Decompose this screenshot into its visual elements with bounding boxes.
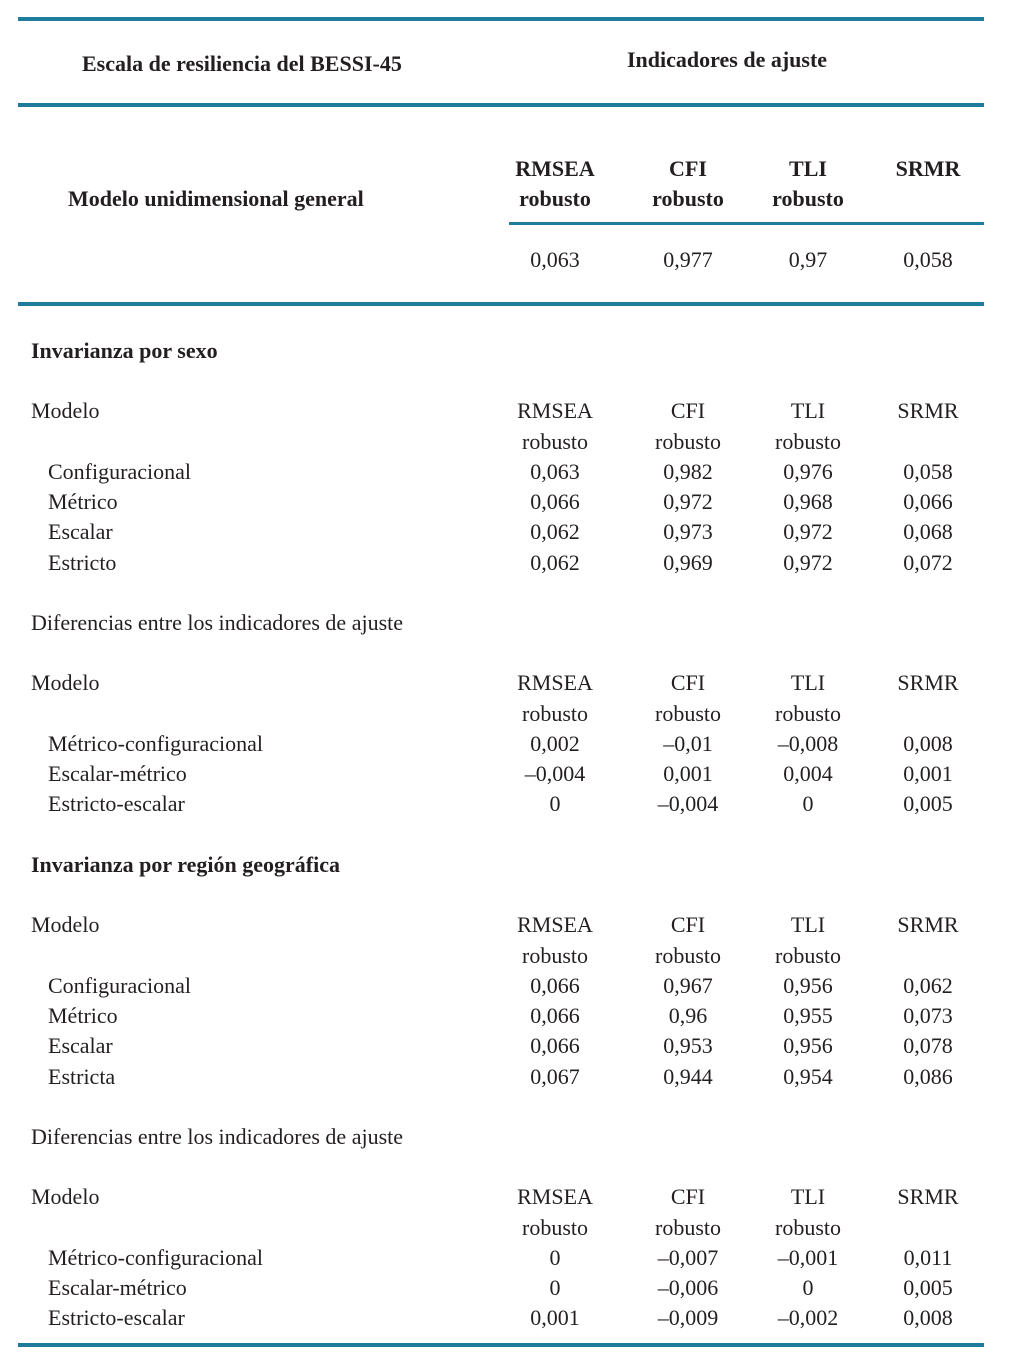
cell-srmr: 0,058 (903, 459, 953, 484)
cell-cfi: –0,004 (657, 791, 719, 816)
cell-cfi: 0,967 (663, 973, 713, 998)
cell-cfi: 0,96 (668, 1003, 708, 1028)
column-header-cfi: CFI (670, 1184, 706, 1209)
cell-rmsea: 0,066 (530, 489, 580, 514)
cell-tli: –0,001 (777, 1245, 839, 1270)
cell-srmr: 0,086 (903, 1064, 953, 1089)
row-label: Configuracional (48, 459, 191, 484)
cell-srmr: 0,011 (903, 1245, 953, 1270)
section-title: Invarianza por región geográfica (31, 852, 340, 877)
general-col-cfi-line2: robusto (652, 186, 724, 211)
indicators-title: Indicadores de ajuste (627, 47, 828, 72)
cell-cfi: –0,01 (663, 731, 713, 756)
cell-rmsea: 0,062 (530, 550, 580, 575)
general-col-srmr-line1: SRMR (895, 156, 961, 181)
column-header-tli: TLI (790, 670, 826, 695)
row-label: Métrico-configuracional (48, 731, 264, 756)
cell-tli: –0,002 (777, 1305, 839, 1330)
cell-srmr: 0,008 (903, 1305, 953, 1330)
model-column-label: Modelo (31, 912, 100, 937)
column-header-tli: TLI (790, 912, 826, 937)
column-header-rmsea: RMSEA (517, 398, 593, 423)
model-column-label: Modelo (31, 1184, 100, 1209)
column-header-tli-sub: robusto (775, 429, 841, 454)
column-header-tli-sub: robusto (775, 1215, 841, 1240)
column-header-srmr: SRMR (897, 912, 959, 937)
cell-cfi: –0,006 (657, 1275, 719, 1300)
column-header-srmr: SRMR (897, 1184, 959, 1209)
cell-cfi: 0,001 (663, 761, 713, 786)
column-header-cfi: CFI (670, 670, 706, 695)
column-header-cfi-sub: robusto (655, 943, 721, 968)
cell-cfi: 0,982 (663, 459, 713, 484)
cell-rmsea: 0,002 (530, 731, 580, 756)
cell-cfi: –0,007 (657, 1245, 719, 1270)
column-header-cfi-sub: robusto (655, 1215, 721, 1240)
column-header-tli: TLI (790, 1184, 826, 1209)
cell-rmsea: 0 (549, 1245, 561, 1270)
table-caption: Diferencias entre los indicadores de ajuste (31, 1124, 404, 1149)
cell-rmsea: –0,004 (524, 761, 586, 786)
cell-tli: 0,954 (783, 1064, 833, 1089)
column-header-tli-sub: robusto (775, 701, 841, 726)
cell-cfi: 0,953 (663, 1033, 713, 1058)
cell-tli: 0,956 (783, 973, 833, 998)
column-header-srmr: SRMR (897, 398, 959, 423)
cell-srmr: 0,066 (903, 489, 953, 514)
cell-srmr: 0,008 (903, 731, 953, 756)
row-label: Escalar (48, 1033, 113, 1058)
scale-title: Escala de resiliencia del BESSI-45 (82, 51, 402, 76)
column-header-rmsea: RMSEA (517, 912, 593, 937)
column-header-cfi-sub: robusto (655, 701, 721, 726)
row-label: Métrico (48, 489, 118, 514)
row-label: Escalar-métrico (48, 1275, 187, 1300)
cell-rmsea: 0,066 (530, 973, 580, 998)
column-header-cfi: CFI (670, 912, 706, 937)
header-rule (18, 103, 984, 107)
column-header-cfi-sub: robusto (655, 429, 721, 454)
cell-cfi: 0,969 (663, 550, 713, 575)
column-header-rmsea: RMSEA (517, 670, 593, 695)
column-header-rmsea-sub: robusto (522, 1215, 588, 1240)
general-col-cfi-line1: CFI (669, 156, 707, 181)
row-label: Métrico (48, 1003, 118, 1028)
bottom-rule (18, 1343, 984, 1347)
cell-cfi: 0,972 (663, 489, 713, 514)
cell-tli: 0,972 (783, 550, 833, 575)
row-label: Estricto-escalar (48, 1305, 185, 1330)
cell-tli: 0,968 (783, 489, 833, 514)
row-label: Estricta (48, 1064, 116, 1089)
cell-srmr: 0,072 (903, 550, 953, 575)
row-label: Configuracional (48, 973, 191, 998)
cell-srmr: 0,078 (903, 1033, 953, 1058)
cell-tli: 0,004 (783, 761, 833, 786)
column-header-rmsea: RMSEA (517, 1184, 593, 1209)
column-header-srmr: SRMR (897, 670, 959, 695)
general-model-label: Modelo unidimensional general (68, 186, 364, 211)
cell-cfi: 0,973 (663, 519, 713, 544)
column-header-rmsea-sub: robusto (522, 429, 588, 454)
cell-rmsea: 0,063 (530, 459, 580, 484)
column-header-rmsea-sub: robusto (522, 943, 588, 968)
cell-srmr: 0,001 (903, 761, 953, 786)
cell-tli: 0,955 (783, 1003, 833, 1028)
cell-srmr: 0,005 (903, 1275, 953, 1300)
cell-tli: 0,976 (783, 459, 833, 484)
cell-rmsea: 0,001 (530, 1305, 580, 1330)
cell-cfi: –0,009 (657, 1305, 719, 1330)
section-title: Invarianza por sexo (31, 338, 218, 363)
column-header-tli-sub: robusto (775, 943, 841, 968)
cell-rmsea: 0 (549, 791, 561, 816)
general-value-srmr: 0,058 (903, 247, 953, 272)
cell-rmsea: 0 (549, 1275, 561, 1300)
row-label: Métrico-configuracional (48, 1245, 264, 1270)
cell-cfi: 0,944 (663, 1064, 713, 1089)
column-header-cfi: CFI (670, 398, 706, 423)
table-caption: Diferencias entre los indicadores de ajuste (31, 610, 404, 635)
general-bottom-rule (18, 302, 984, 306)
cell-tli: –0,008 (777, 731, 839, 756)
cell-srmr: 0,068 (903, 519, 953, 544)
cell-rmsea: 0,066 (530, 1033, 580, 1058)
column-header-rmsea-sub: robusto (522, 701, 588, 726)
cell-rmsea: 0,062 (530, 519, 580, 544)
model-column-label: Modelo (31, 398, 100, 423)
general-col-tli-line1: TLI (789, 156, 827, 181)
general-col-rmsea-line1: RMSEA (515, 156, 595, 181)
cell-tli: 0,972 (783, 519, 833, 544)
cell-rmsea: 0,067 (530, 1064, 580, 1089)
cell-srmr: 0,073 (903, 1003, 953, 1028)
general-value-cfi: 0,977 (663, 247, 713, 272)
general-subheader-rule (509, 222, 984, 225)
row-label: Estricto-escalar (48, 791, 185, 816)
general-col-rmsea-line2: robusto (519, 186, 591, 211)
row-label: Escalar (48, 519, 113, 544)
cell-srmr: 0,005 (903, 791, 953, 816)
cell-rmsea: 0,066 (530, 1003, 580, 1028)
general-value-tli: 0,97 (788, 247, 828, 272)
cell-tli: 0,956 (783, 1033, 833, 1058)
row-label: Estricto (48, 550, 117, 575)
model-column-label: Modelo (31, 670, 100, 695)
cell-srmr: 0,062 (903, 973, 953, 998)
column-header-tli: TLI (790, 398, 826, 423)
general-col-tli-line2: robusto (772, 186, 844, 211)
general-value-rmsea: 0,063 (530, 247, 580, 272)
row-label: Escalar-métrico (48, 761, 187, 786)
cell-tli: 0 (802, 791, 814, 816)
cell-tli: 0 (802, 1275, 814, 1300)
top-rule (18, 17, 984, 21)
